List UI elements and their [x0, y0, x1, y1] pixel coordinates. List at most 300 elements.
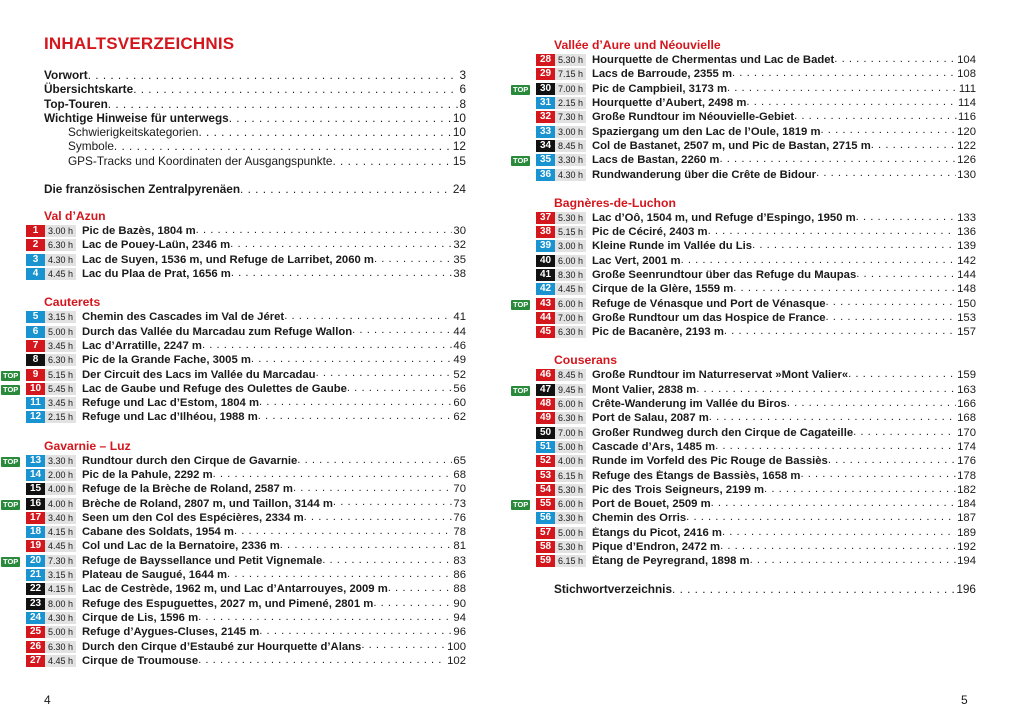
tour-page: 62	[453, 411, 466, 424]
dot-leader	[304, 511, 453, 525]
tour-page: 60	[453, 397, 466, 410]
tour-page: 130	[957, 168, 976, 181]
tour-duration: 9.45 h	[555, 384, 586, 396]
tour-page: 111	[958, 82, 976, 95]
tour-name: Refuge des Espuguettes, 2027 m, und Pimené, 2801 m	[82, 597, 374, 610]
tour-name: Chemin des Orris	[592, 512, 687, 525]
tour-page: 100	[447, 640, 466, 653]
tour-duration: 3.30 h	[555, 512, 586, 524]
dot-leader	[333, 154, 452, 168]
tour-name: Lac de Cestrède, 1962 m, und Lac d’Antarrouyes, 2009 m	[82, 583, 388, 596]
tour-name: Col und Lac de la Bernatoire, 2336 m	[82, 540, 280, 553]
dot-leader	[234, 525, 452, 539]
toc-line	[44, 182, 466, 196]
dot-leader	[764, 483, 956, 497]
top-badge: TOP	[513, 299, 529, 309]
tour-name: Kleine Runde im Vallée du Lis	[592, 240, 753, 253]
tour-page: 46	[453, 339, 466, 352]
dot-leader	[709, 411, 956, 425]
dot-leader	[727, 82, 958, 96]
top-tag-slot	[1, 555, 23, 567]
dot-leader	[856, 268, 956, 282]
tour-name: Cirque de Troumouse	[82, 654, 199, 667]
toc-page: 12	[452, 139, 466, 154]
tour-duration: 7.30 h	[555, 111, 586, 123]
dot-leader	[828, 454, 956, 468]
tour-duration: 6.15 h	[555, 470, 586, 482]
tour-number: 5	[26, 311, 45, 323]
tour-name: Mont Valier, 2838 m	[592, 383, 697, 396]
dot-leader	[681, 254, 957, 268]
tour-page: 116	[957, 111, 976, 124]
tour-duration: 3.30 h	[555, 154, 586, 166]
tour-row	[3, 554, 466, 568]
tour-duration: 5.15 h	[45, 369, 76, 381]
dot-leader	[826, 296, 957, 310]
tour-row	[32, 224, 466, 238]
toc-line	[44, 97, 466, 111]
tour-name: Rundtour durch den Cirque de Gavarnie	[82, 454, 298, 467]
tour-number: 20	[26, 555, 45, 567]
tour-duration: 6.00 h	[555, 398, 586, 410]
tour-duration: 6.30 h	[555, 412, 586, 424]
toc-index	[554, 582, 976, 596]
dot-leader	[686, 511, 956, 525]
tour-name: Große Rundtour im Naturreservat »Mont Valier«	[592, 369, 849, 382]
tour-page: 144	[957, 269, 976, 281]
tour-number: 12	[26, 411, 45, 423]
tour-name: Refuge und Lac d’Estom, 1804 m	[82, 397, 260, 410]
dot-leader	[724, 325, 956, 339]
dot-leader	[733, 282, 956, 296]
dot-leader	[251, 353, 453, 367]
toc-page: 10	[452, 110, 466, 125]
tour-duration: 2.00 h	[45, 469, 76, 481]
tour-page: 168	[957, 412, 976, 425]
tour-row	[29, 597, 466, 611]
tour-name: Seen um den Col des Espécières, 2334 m	[82, 511, 304, 524]
region-heading: Couserans	[554, 353, 617, 368]
dot-leader	[259, 625, 452, 639]
tour-duration: 4.45 h	[45, 655, 76, 667]
tour-row	[539, 124, 976, 138]
tour-number: 32	[536, 111, 555, 123]
dot-leader	[821, 124, 957, 138]
tour-page: 52	[453, 368, 466, 381]
tour-number: 59	[536, 555, 555, 567]
tour-number: 41	[536, 269, 555, 281]
tour-duration: 2.15 h	[555, 97, 586, 109]
dot-leader	[196, 224, 453, 238]
tour-number: 3	[26, 254, 45, 266]
tour-row	[3, 454, 466, 468]
toc-page: 196	[956, 582, 976, 596]
tour-page: 86	[453, 569, 466, 582]
tour-duration: 4.45 h	[45, 268, 76, 280]
dot-leader	[834, 53, 956, 67]
tour-number: 18	[26, 526, 45, 538]
dot-leader	[199, 125, 452, 139]
tour-row	[539, 311, 976, 325]
dot-leader	[794, 110, 957, 124]
tour-name: Lac d’Oô, 1504 m, und Refuge d’Espingo, 1950 m	[592, 211, 856, 224]
tour-number: 58	[536, 541, 555, 553]
tour-page: 194	[957, 555, 976, 568]
tour-row	[3, 382, 466, 396]
tour-row	[513, 497, 976, 511]
top-badge: TOP	[3, 499, 19, 509]
top-badge: TOP	[513, 385, 529, 395]
dot-leader	[240, 182, 452, 196]
dot-leader	[672, 582, 955, 596]
tour-duration: 3.30 h	[45, 455, 76, 467]
tour-number: 22	[26, 583, 45, 595]
tour-page: 122	[957, 139, 976, 152]
tour-name: Refuge de Bayssellance und Petit Vignemale	[82, 554, 323, 567]
tour-row	[29, 568, 466, 582]
tour-name: Lac de Pouey-Laün, 2346 m	[82, 239, 231, 252]
top-badge: TOP	[513, 156, 529, 166]
region-heading: Vallée d’Aure und Néouvielle	[554, 38, 721, 52]
tour-duration: 6.00 h	[555, 298, 586, 310]
tour-page: 159	[957, 369, 976, 382]
tour-row	[539, 526, 976, 540]
tour-page: 174	[957, 440, 976, 453]
tour-name: Große Seenrundtour über das Refuge du Maupas	[592, 269, 857, 281]
tour-name: Refuge de Vénasque und Port de Vénasque	[592, 297, 826, 310]
toc-general	[44, 68, 466, 168]
tour-duration: 5.00 h	[555, 441, 586, 453]
tour-number: 52	[536, 455, 555, 467]
tour-number: 11	[26, 397, 45, 409]
tour-name: Durch das Vallée du Marcadau zum Refuge Wallon	[82, 325, 353, 338]
tour-row	[29, 468, 466, 482]
tour-number: 15	[26, 483, 45, 495]
tour-name: Große Rundtour im Néouvielle-Gebiet	[592, 111, 795, 124]
tour-row	[29, 482, 466, 496]
tour-page: 102	[447, 654, 466, 667]
tour-duration: 4.00 h	[45, 498, 76, 510]
tour-name: Pic de la Grande Fache, 3005 m	[82, 354, 251, 367]
tour-duration: 6.30 h	[45, 354, 76, 366]
toc-line	[44, 68, 466, 82]
tour-name: Refuge des Étangs de Bassiès, 1658 m	[592, 469, 801, 482]
tour-page: 163	[957, 383, 976, 396]
tour-page: 70	[453, 483, 466, 496]
dot-leader	[213, 468, 453, 482]
tour-name: Hourquette d’Aubert, 2498 m	[592, 97, 747, 110]
tour-number: 25	[26, 626, 45, 638]
toc-line	[44, 111, 466, 125]
tour-row	[539, 325, 976, 339]
tour-page: 81	[453, 540, 466, 553]
tour-row	[29, 654, 466, 668]
tour-duration: 5.45 h	[45, 383, 76, 395]
tour-page: 76	[453, 511, 466, 524]
tour-page: 133	[957, 211, 976, 224]
tour-row	[513, 296, 976, 310]
tour-row	[539, 282, 976, 296]
tour-page: 126	[957, 154, 976, 167]
toc-line	[44, 139, 466, 153]
tour-duration: 4.15 h	[45, 583, 76, 595]
tour-page: 104	[957, 54, 976, 67]
tour-name: Pic des Trois Seigneurs, 2199 m	[592, 483, 765, 496]
tour-page: 192	[957, 541, 976, 554]
tour-duration: 3.00 h	[555, 126, 586, 138]
tour-row	[29, 511, 466, 525]
tour-name: Refuge d’Aygues-Cluses, 2145 m	[82, 626, 260, 639]
tour-number: 8	[26, 354, 45, 366]
tour-page: 94	[453, 611, 466, 624]
tour-name: Port de Salau, 2087 m	[592, 412, 709, 425]
tour-row	[32, 267, 466, 281]
dot-leader	[198, 611, 452, 625]
tour-page: 142	[957, 254, 976, 267]
tour-duration: 8.45 h	[555, 140, 586, 152]
dot-leader	[750, 554, 957, 568]
tour-number: 19	[26, 540, 45, 552]
tour-row	[32, 353, 466, 367]
tour-row	[513, 153, 976, 167]
tour-name: Pic de Campbieil, 3173 m	[592, 82, 727, 95]
dot-leader	[732, 67, 956, 81]
tour-page: 38	[453, 268, 466, 281]
tour-number: 29	[536, 68, 555, 80]
toc-intro	[44, 182, 466, 196]
tour-row	[32, 339, 466, 353]
tour-number: 39	[536, 240, 555, 252]
tour-duration: 3.15 h	[45, 311, 76, 323]
tour-page: 96	[453, 626, 466, 639]
toc-label: Übersichtskarte	[44, 82, 134, 97]
tour-duration: 4.45 h	[45, 540, 76, 552]
tour-number: 30	[536, 83, 555, 95]
dot-leader	[373, 597, 452, 611]
tour-number: 44	[536, 312, 555, 324]
dot-leader	[202, 339, 452, 353]
tour-number: 10	[26, 383, 45, 395]
tour-number: 51	[536, 441, 555, 453]
tour-name: Lacs de Barroude, 2355 m	[592, 68, 733, 81]
tour-number: 9	[26, 369, 45, 381]
tour-page: 68	[453, 469, 466, 481]
tour-number: 50	[536, 427, 555, 439]
tour-number: 23	[26, 598, 45, 610]
tour-page: 189	[957, 526, 976, 539]
tour-page: 65	[453, 454, 466, 467]
region-heading: Gavarnie – Luz	[44, 438, 131, 453]
tour-row	[32, 310, 466, 324]
tour-row	[29, 625, 466, 639]
tour-page: 73	[453, 497, 466, 510]
tour-page: 148	[957, 283, 976, 296]
tour-duration: 2.15 h	[45, 411, 76, 423]
tour-row	[539, 96, 976, 110]
toc-line	[554, 582, 976, 596]
tour-name: Pic de Bacanère, 2193 m	[592, 326, 724, 339]
tour-duration: 6.15 h	[555, 555, 586, 567]
tour-name: Lac d’Arratille, 2247 m	[82, 339, 202, 352]
top-tag-slot	[511, 384, 533, 396]
top-badge: TOP	[3, 384, 19, 394]
toc-label: GPS-Tracks und Koordinaten der Ausgangspunkte	[68, 153, 333, 168]
tour-page: 30	[453, 225, 466, 238]
top-tag-slot	[1, 455, 23, 467]
tour-duration: 5.30 h	[555, 541, 586, 553]
tour-duration: 8.00 h	[45, 598, 76, 610]
tour-number: 24	[26, 612, 45, 624]
tour-duration: 3.00 h	[555, 240, 586, 252]
dot-leader	[711, 497, 956, 511]
dot-leader	[848, 368, 956, 382]
tour-name: Refuge de la Brèche de Roland, 2587 m	[82, 483, 293, 496]
tour-name: Pic de Céciré, 2403 m	[592, 226, 708, 239]
top-badge: TOP	[513, 84, 529, 94]
dot-leader	[108, 97, 459, 111]
tour-duration: 6.30 h	[45, 239, 76, 251]
top-tag-slot	[1, 498, 23, 510]
tour-name: Plateau de Saugué, 1644 m	[82, 569, 228, 582]
dot-leader	[719, 153, 956, 167]
dot-leader	[297, 454, 452, 468]
tour-number: 31	[536, 97, 555, 109]
dot-leader	[230, 238, 452, 252]
tour-duration: 5.30 h	[555, 54, 586, 66]
tour-duration: 5.30 h	[555, 484, 586, 496]
tour-row	[32, 324, 466, 338]
tour-duration: 3.00 h	[45, 225, 76, 237]
tour-number: 13	[26, 455, 45, 467]
tour-page: 49	[453, 354, 466, 367]
tour-duration: 4.30 h	[45, 254, 76, 266]
tour-name: Spaziergang um den Lac de l’Oule, 1819 m	[592, 125, 821, 138]
dot-leader	[227, 568, 452, 582]
dot-leader	[722, 526, 956, 540]
tour-row	[539, 483, 976, 497]
top-badge: TOP	[513, 500, 529, 510]
dot-leader	[229, 111, 452, 125]
dot-leader	[816, 167, 956, 181]
dot-leader	[826, 311, 957, 325]
tour-duration: 5.00 h	[555, 527, 586, 539]
tour-page: 153	[957, 311, 976, 324]
tour-name: Chemin des Cascades im Val de Jéret	[82, 311, 285, 324]
tour-row	[29, 639, 466, 653]
tour-duration: 7.30 h	[45, 555, 76, 567]
tour-name: Hourquette de Chermentas und Lac de Badet	[592, 54, 835, 67]
toc-label: Schwierigkeitskategorien	[68, 125, 199, 140]
dot-leader	[871, 139, 956, 153]
tour-row	[539, 397, 976, 411]
tour-row	[539, 239, 976, 253]
toc-page: 6	[459, 82, 466, 97]
toc-regions-right	[513, 38, 976, 569]
tour-name: Großer Rundweg durch den Cirque de Cagateille	[592, 426, 854, 439]
tour-number: 56	[536, 512, 555, 524]
tour-page: 88	[453, 583, 466, 596]
top-badge: TOP	[3, 456, 19, 466]
tour-row	[539, 368, 976, 382]
tour-page: 150	[957, 297, 976, 310]
tour-row	[513, 82, 976, 96]
toc-page: 3	[459, 68, 466, 82]
tour-page: 187	[957, 512, 976, 525]
tour-row	[29, 539, 466, 553]
tour-name: Étang de Peyregrand, 1898 m	[592, 555, 750, 568]
tour-name: Pic de Bazès, 1804 m	[82, 225, 196, 238]
tour-number: 55	[536, 498, 555, 510]
tour-number: 47	[536, 384, 555, 396]
dot-leader	[258, 410, 453, 424]
tour-duration: 8.45 h	[555, 369, 586, 381]
tour-row	[539, 67, 976, 81]
page-number-right: 5	[961, 693, 968, 707]
tour-row	[3, 496, 466, 510]
tour-row	[539, 554, 976, 568]
top-tag-slot	[1, 369, 23, 381]
toc-page: 8	[459, 96, 466, 111]
tour-page: 32	[453, 239, 466, 252]
tour-page: 157	[957, 326, 976, 339]
tour-row	[29, 410, 466, 424]
dot-leader	[746, 96, 957, 110]
tour-row	[3, 367, 466, 381]
tour-row	[539, 540, 976, 554]
tour-row	[539, 254, 976, 268]
dot-leader	[88, 68, 459, 82]
tour-number: 7	[26, 340, 45, 352]
tour-duration: 8.30 h	[555, 269, 586, 281]
tour-page: 35	[453, 253, 466, 266]
tour-page: 176	[957, 455, 976, 468]
dot-leader	[720, 540, 956, 554]
dot-leader	[361, 639, 446, 653]
tour-row	[32, 253, 466, 267]
tour-number: 6	[26, 326, 45, 338]
tour-row	[29, 611, 466, 625]
tour-number: 28	[536, 54, 555, 66]
dot-leader	[231, 267, 453, 281]
tour-number: 37	[536, 212, 555, 224]
tour-row	[539, 511, 976, 525]
tour-duration: 4.15 h	[45, 526, 76, 538]
dot-leader	[696, 383, 956, 397]
tour-name: Crête-Wanderung im Vallée du Biros	[592, 398, 787, 411]
tour-page: 178	[957, 469, 976, 482]
toc-label: Die französischen Zentralpyrenäen	[44, 182, 241, 196]
tour-number: 53	[536, 470, 555, 482]
tour-page: 108	[957, 68, 976, 81]
dot-leader	[708, 225, 957, 239]
dot-leader	[333, 496, 453, 510]
tour-duration: 6.30 h	[45, 641, 76, 653]
tour-page: 166	[957, 398, 976, 411]
dot-leader	[388, 582, 453, 596]
right-page	[510, 0, 1020, 727]
tour-name: Cirque de la Glère, 1559 m	[592, 283, 734, 296]
tour-duration: 7.00 h	[555, 83, 586, 95]
tour-page: 120	[957, 125, 976, 138]
tour-number: 33	[536, 126, 555, 138]
toc-page: 10	[452, 125, 466, 140]
tour-name: Étangs du Picot, 2416 m	[592, 526, 722, 539]
toc-label: Symbole	[68, 139, 114, 154]
page-number-left: 4	[44, 693, 51, 707]
tour-row	[513, 383, 976, 397]
toc-label: Vorwort	[44, 68, 88, 82]
tour-number: 38	[536, 226, 555, 238]
